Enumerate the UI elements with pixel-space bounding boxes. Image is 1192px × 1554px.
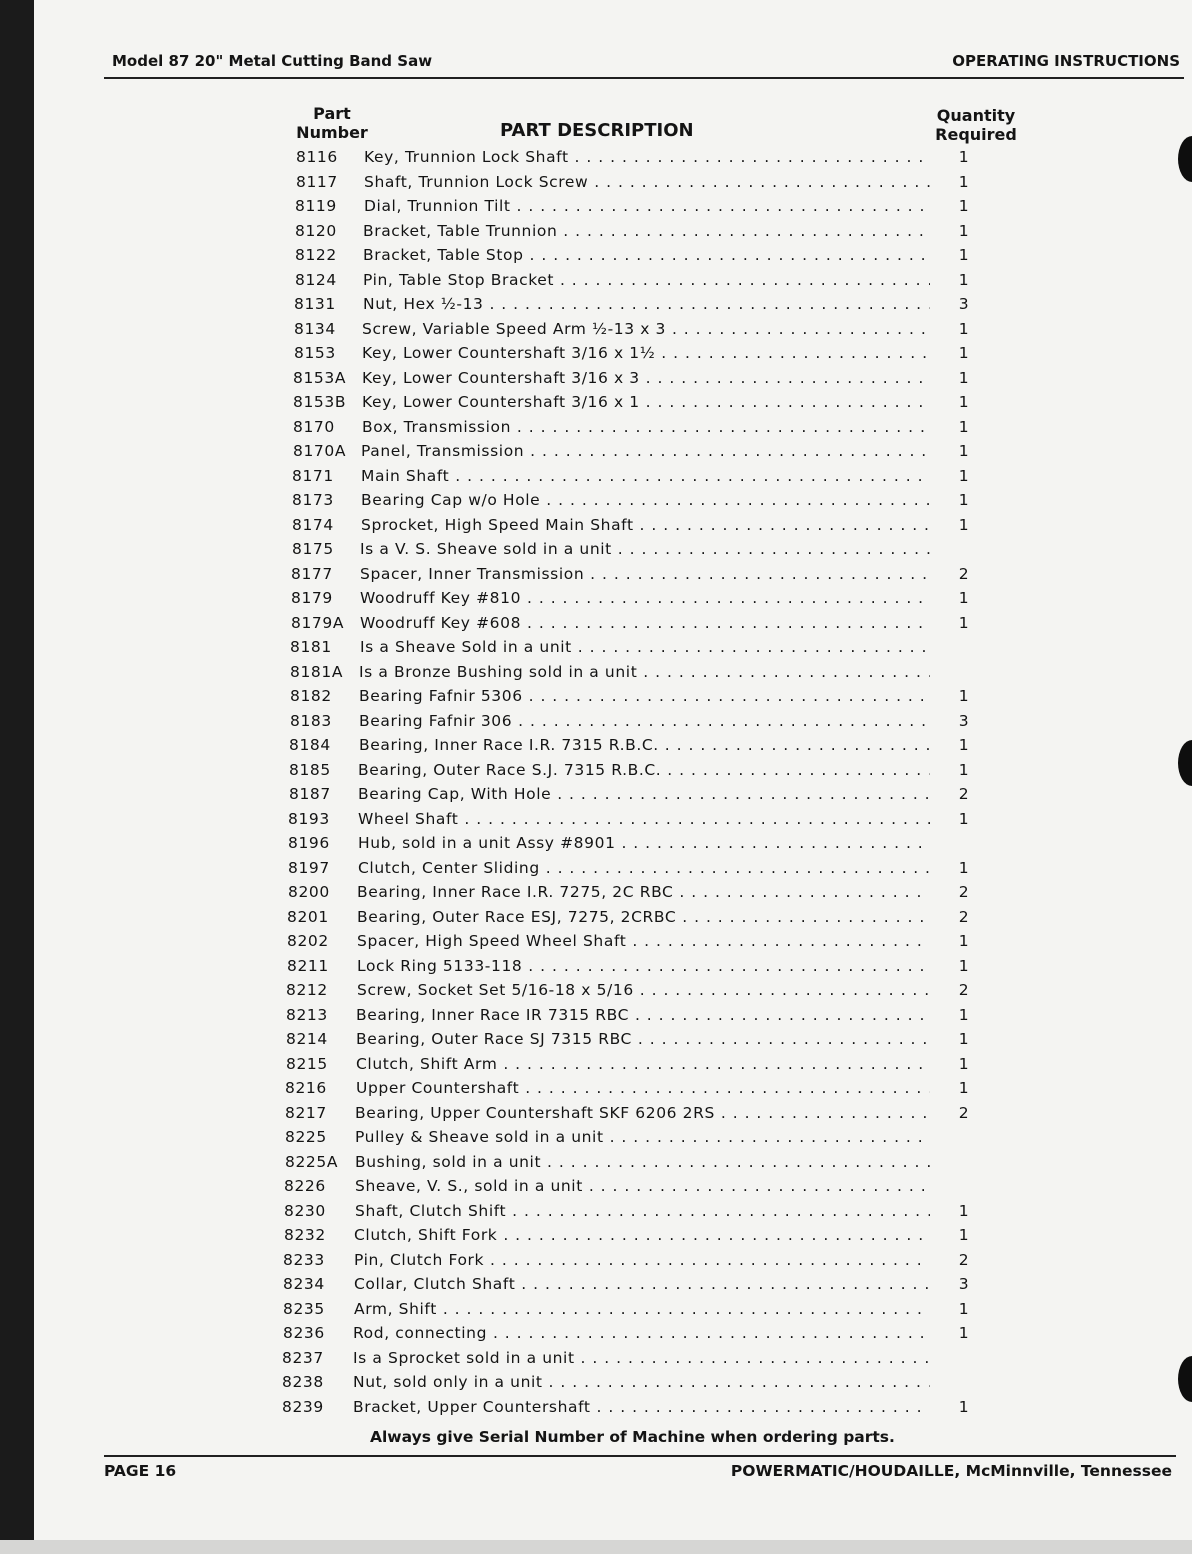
- part-quantity: 1: [958, 1201, 970, 1220]
- part-number: 8225: [285, 1128, 327, 1146]
- part-number: 8214: [286, 1030, 328, 1048]
- part-quantity: 2: [958, 1103, 970, 1122]
- part-number: 8187: [289, 785, 331, 803]
- part-description: Key, Trunnion Lock Shaft . . .: [364, 148, 930, 169]
- part-description: Bracket, Table Stop . . .: [363, 246, 930, 267]
- part-description: Clutch, Shift Fork . . .: [354, 1226, 930, 1247]
- table-row: [0, 857, 1192, 882]
- ordering-note: Always give Serial Number of Machine when ordering parts.: [370, 1428, 895, 1446]
- part-description: Screw, Variable Speed Arm ½-13 x 3 . . .: [362, 320, 930, 341]
- part-quantity: 1: [958, 1397, 970, 1416]
- table-row: [0, 269, 1192, 294]
- part-quantity: 1: [958, 148, 970, 166]
- parts-list: [0, 146, 1192, 1420]
- part-number: 8202: [287, 932, 329, 950]
- page-header-title: Model 87 20" Metal Cutting Band Saw: [112, 52, 433, 70]
- part-quantity: 1: [958, 172, 970, 191]
- part-quantity: 1: [958, 246, 970, 264]
- part-number: 8197: [288, 858, 330, 877]
- part-number: 8183: [290, 711, 332, 730]
- part-description: Bearing Fafnir 306 . . .: [359, 712, 930, 733]
- table-row: [0, 710, 1192, 735]
- part-description: Sheave, V. S., sold in a unit . . .: [355, 1177, 930, 1198]
- part-number: 8122: [295, 246, 337, 264]
- table-row: [0, 391, 1192, 416]
- part-number: 8179A: [291, 613, 345, 632]
- part-number: 8226: [284, 1177, 326, 1195]
- footer-rule: [104, 1455, 1176, 1457]
- table-row: [0, 881, 1192, 906]
- part-quantity: 1: [958, 393, 970, 411]
- part-quantity: 1: [958, 613, 970, 632]
- part-quantity: 1: [958, 515, 970, 534]
- part-number: 8185: [289, 760, 331, 779]
- part-number: 8233: [283, 1250, 325, 1269]
- part-description: Main Shaft . . .: [361, 467, 930, 488]
- part-description: Bearing, Upper Countershaft SKF 6206 2RS . . .: [355, 1104, 930, 1125]
- part-quantity: 1: [958, 589, 970, 607]
- table-row: [0, 416, 1192, 441]
- part-number: 8201: [287, 907, 329, 926]
- part-description: Is a Sprocket sold in a unit . . .: [353, 1349, 930, 1370]
- part-number: 8212: [286, 981, 328, 999]
- part-number: 8134: [294, 319, 336, 338]
- part-description: Nut, Hex ½-13 . . .: [363, 295, 930, 316]
- part-number: 8196: [288, 834, 330, 852]
- table-row: [0, 661, 1192, 686]
- part-description: Hub, sold in a unit Assy #8901 . . .: [358, 834, 930, 855]
- part-quantity: 3: [958, 295, 970, 313]
- part-quantity: 2: [958, 907, 970, 926]
- part-description: Sprocket, High Speed Main Shaft . . .: [361, 516, 930, 537]
- part-description: Pulley & Sheave sold in a unit . . .: [355, 1128, 930, 1149]
- column-header-quantity: Quantity Required: [935, 106, 1017, 144]
- part-description: Spacer, Inner Transmission . . .: [360, 565, 930, 586]
- part-quantity: 3: [958, 1275, 970, 1293]
- part-number: 8181: [290, 638, 332, 656]
- page-header-section: OPERATING INSTRUCTIONS: [952, 52, 1180, 70]
- part-quantity: 1: [958, 368, 970, 387]
- table-row: [0, 367, 1192, 392]
- part-quantity: 1: [958, 1324, 970, 1342]
- part-number: 8211: [287, 956, 329, 975]
- part-number: 8184: [289, 736, 331, 754]
- part-quantity: 1: [958, 1226, 970, 1244]
- part-description: Pin, Clutch Fork . . .: [354, 1251, 930, 1272]
- part-number: 8153: [294, 344, 336, 362]
- part-number: 8131: [294, 295, 336, 313]
- table-row: [0, 171, 1192, 196]
- column-header-part-number: Part Number: [296, 104, 368, 142]
- part-number: 8232: [284, 1226, 326, 1244]
- part-description: Is a V. S. Sheave sold in a unit . . .: [360, 540, 930, 561]
- part-description: Shaft, Trunnion Lock Screw . . .: [364, 173, 930, 194]
- part-quantity: 1: [958, 1299, 970, 1318]
- table-row: [0, 1200, 1192, 1225]
- part-quantity: 3: [958, 711, 970, 730]
- part-quantity: 1: [958, 221, 970, 240]
- part-quantity: 1: [958, 1030, 970, 1048]
- part-description: Lock Ring 5133-118 . . .: [357, 957, 930, 978]
- table-row: [0, 636, 1192, 661]
- part-number: 8153A: [293, 368, 347, 387]
- table-row: [0, 1347, 1192, 1372]
- table-row: [0, 1224, 1192, 1249]
- part-number: 8200: [288, 883, 330, 901]
- part-description: Spacer, High Speed Wheel Shaft . . .: [357, 932, 930, 953]
- table-row: [0, 146, 1192, 171]
- part-description: Bearing Cap w/o Hole . . .: [361, 491, 930, 512]
- table-row: [0, 930, 1192, 955]
- table-row: [0, 832, 1192, 857]
- part-quantity: 1: [958, 1005, 970, 1024]
- manufacturer: POWERMATIC/HOUDAILLE, McMinnville, Tennessee: [730, 1462, 1172, 1480]
- table-row: [0, 440, 1192, 465]
- table-row: [0, 906, 1192, 931]
- part-description: Bearing, Outer Race S.J. 7315 R.B.C. . . .: [358, 761, 930, 782]
- scan-bottom-edge: [0, 1540, 1192, 1554]
- table-row: [0, 1004, 1192, 1029]
- table-row: [0, 783, 1192, 808]
- table-row: [0, 1249, 1192, 1274]
- table-row: [0, 563, 1192, 588]
- part-quantity: 1: [958, 197, 970, 215]
- part-description: Is a Bronze Bushing sold in a unit . . .: [359, 663, 930, 684]
- table-row: [0, 1028, 1192, 1053]
- part-description: Shaft, Clutch Shift . . .: [355, 1202, 930, 1223]
- table-row: [0, 1102, 1192, 1127]
- table-row: [0, 979, 1192, 1004]
- table-row: [0, 318, 1192, 343]
- page-number: PAGE 16: [104, 1462, 177, 1480]
- table-row: [0, 808, 1192, 833]
- part-description: Bushing, sold in a unit . . .: [355, 1153, 930, 1174]
- part-number: 8173: [292, 491, 334, 509]
- part-quantity: 2: [958, 1250, 970, 1269]
- part-quantity: 1: [958, 344, 970, 362]
- part-number: 8230: [284, 1201, 326, 1220]
- part-description: Rod, connecting . . .: [353, 1324, 930, 1345]
- part-quantity: 1: [958, 956, 970, 975]
- part-description: Bracket, Table Trunnion . . .: [363, 222, 930, 243]
- part-number: 8116: [296, 148, 338, 166]
- table-row: [0, 685, 1192, 710]
- table-row: [0, 220, 1192, 245]
- part-description: Box, Transmission . . .: [362, 418, 930, 439]
- part-quantity: 2: [958, 883, 970, 901]
- part-description: Nut, sold only in a unit . . .: [353, 1373, 930, 1394]
- part-description: Key, Lower Countershaft 3/16 x 1 . . .: [362, 393, 930, 414]
- part-number: 8124: [295, 270, 337, 289]
- part-quantity: 1: [958, 491, 970, 509]
- part-number: 8170A: [293, 442, 347, 460]
- part-description: Bearing, Outer Race ESJ, 7275, 2CRBC . . .: [357, 908, 930, 929]
- part-description: Bearing, Inner Race I.R. 7315 R.B.C. . . .: [359, 736, 930, 757]
- part-quantity: 2: [958, 981, 970, 999]
- part-quantity: 1: [958, 687, 970, 705]
- table-row: [0, 587, 1192, 612]
- part-number: 8117: [296, 172, 338, 191]
- part-quantity: 2: [958, 785, 970, 803]
- part-quantity: 1: [958, 417, 970, 436]
- part-description: Bearing Cap, With Hole . . .: [358, 785, 930, 806]
- table-row: [0, 1077, 1192, 1102]
- table-row: [0, 514, 1192, 539]
- part-number: 8216: [285, 1079, 327, 1097]
- header-rule: [104, 77, 1184, 79]
- part-description: Dial, Trunnion Tilt . . .: [364, 197, 930, 218]
- table-row: [0, 465, 1192, 490]
- part-number: 8175: [292, 540, 334, 558]
- part-number: 8215: [286, 1054, 328, 1073]
- column-header-description: PART DESCRIPTION: [500, 120, 694, 141]
- part-description: Panel, Transmission . . .: [361, 442, 930, 463]
- part-description: Bearing, Outer Race SJ 7315 RBC . . .: [356, 1030, 930, 1051]
- part-number: 8236: [283, 1324, 325, 1342]
- part-number: 8238: [282, 1373, 324, 1391]
- part-quantity: 1: [958, 1054, 970, 1073]
- table-row: [0, 759, 1192, 784]
- part-number: 8119: [295, 197, 337, 215]
- part-description: Arm, Shift . . .: [354, 1300, 930, 1321]
- part-quantity: 1: [958, 1079, 970, 1097]
- part-number: 8217: [285, 1103, 327, 1122]
- part-quantity: 2: [958, 564, 970, 583]
- part-description: Key, Lower Countershaft 3/16 x 3 . . .: [362, 369, 930, 390]
- part-number: 8170: [293, 417, 335, 436]
- part-description: Clutch, Center Sliding . . .: [358, 859, 930, 880]
- table-row: [0, 1175, 1192, 1200]
- table-row: [0, 1151, 1192, 1176]
- part-number: 8174: [292, 515, 334, 534]
- table-row: [0, 244, 1192, 269]
- part-quantity: 1: [958, 736, 970, 754]
- table-row: [0, 538, 1192, 563]
- part-description: Bearing Fafnir 5306 . . .: [359, 687, 930, 708]
- part-description: Woodruff Key #810 . . .: [360, 589, 930, 610]
- part-quantity: 1: [958, 442, 970, 460]
- part-quantity: 1: [958, 932, 970, 950]
- part-quantity: 1: [958, 270, 970, 289]
- part-quantity: 1: [958, 760, 970, 779]
- table-row: [0, 734, 1192, 759]
- table-row: [0, 612, 1192, 637]
- table-row: [0, 1126, 1192, 1151]
- part-number: 8213: [286, 1005, 328, 1024]
- table-row: [0, 1053, 1192, 1078]
- part-description: Is a Sheave Sold in a unit . . .: [360, 638, 930, 659]
- part-quantity: 1: [958, 809, 970, 828]
- part-description: Bracket, Upper Countershaft . . .: [353, 1398, 930, 1419]
- part-number: 8225A: [285, 1152, 339, 1171]
- table-row: [0, 195, 1192, 220]
- table-row: [0, 1298, 1192, 1323]
- part-number: 8193: [288, 809, 330, 828]
- part-number: 8153B: [293, 393, 347, 411]
- part-number: 8235: [283, 1299, 325, 1318]
- part-quantity: 1: [958, 858, 970, 877]
- table-row: [0, 1396, 1192, 1421]
- table-row: [0, 489, 1192, 514]
- part-quantity: 1: [958, 466, 970, 485]
- table-row: [0, 1371, 1192, 1396]
- part-description: Wheel Shaft . . .: [358, 810, 930, 831]
- part-number: 8237: [282, 1348, 324, 1367]
- table-row: [0, 1273, 1192, 1298]
- part-description: Woodruff Key #608 . . .: [360, 614, 930, 635]
- part-description: Pin, Table Stop Bracket . . .: [363, 271, 930, 292]
- part-number: 8182: [290, 687, 332, 705]
- part-number: 8234: [283, 1275, 325, 1293]
- part-description: Bearing, Inner Race IR 7315 RBC . . .: [356, 1006, 930, 1027]
- part-number: 8120: [295, 221, 337, 240]
- table-row: [0, 293, 1192, 318]
- table-row: [0, 342, 1192, 367]
- part-number: 8171: [292, 466, 334, 485]
- part-description: Key, Lower Countershaft 3/16 x 1½ . . .: [362, 344, 930, 365]
- part-description: Screw, Socket Set 5/16-18 x 5/16 . . .: [357, 981, 930, 1002]
- part-quantity: 1: [958, 319, 970, 338]
- table-row: [0, 1322, 1192, 1347]
- table-row: [0, 955, 1192, 980]
- part-description: Bearing, Inner Race I.R. 7275, 2C RBC . . .: [357, 883, 930, 904]
- part-description: Collar, Clutch Shaft . . .: [354, 1275, 930, 1296]
- part-description: Upper Countershaft . . .: [356, 1079, 930, 1100]
- part-number: 8239: [282, 1397, 324, 1416]
- part-number: 8179: [291, 589, 333, 607]
- part-description: Clutch, Shift Arm . . .: [356, 1055, 930, 1076]
- part-number: 8181A: [290, 662, 344, 681]
- part-number: 8177: [291, 564, 333, 583]
